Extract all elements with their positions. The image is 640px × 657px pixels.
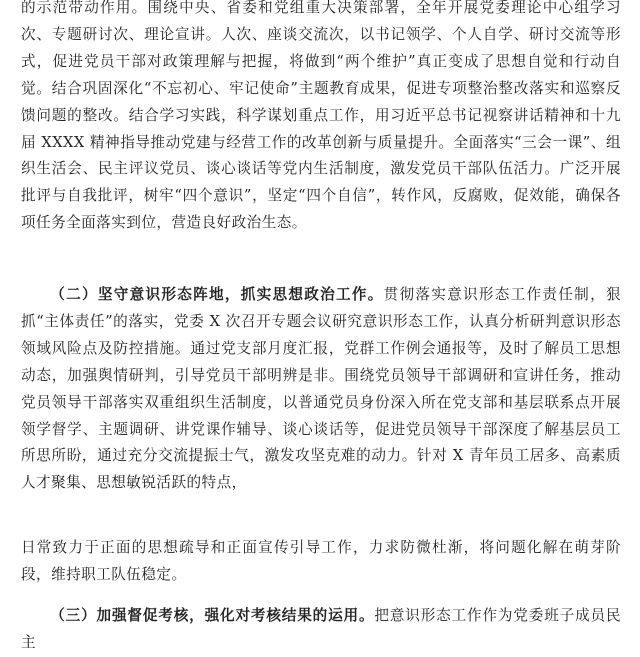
paragraph-1-text: 的示范带动作用。围绕中央、省委和党组重大决策部署，全年开展党委理论中心组学习次、专题研讨次、理论宣讲。人次、座谈交流次，以书记领学、个人自学、研讨交流等形式，促进党员干部对政策理解与把握，将做到“两个维护”真正变成了思想自觉和行动自觉。结合巩固深化“不忘初心、牢记使命”主题教育成果，促进专项整治整改落实和巡察反馈问题的整改。结合学习实践，科学谋划重点工作，用习近平总书记视察讲话精神和十九届 XXXX 精神指导推动党建与经营工作的改革创新与质量提升。全面落实“三会一课”、组织生活会、民主评议党员、谈心谈话等党内生活制度，激发党员干部队伍活力。广泛开展批评与自我批评，树牢“四个意识”，坚定“四个自信”，转作风，反腐败，促效能，确保各项任务全面落实到位，营造良好政治生态。 bbox=[21, 0, 621, 232]
paragraph-2 bbox=[21, 282, 621, 497]
paragraph-1 bbox=[21, 0, 621, 237]
section-3-heading: （三）加强督促考核，强化对考核结果的运用。 bbox=[50, 607, 375, 624]
paragraph-3 bbox=[21, 535, 621, 589]
paragraph-2-text: 贯彻落实意识形态工作责任制，狠抓“主体责任”的落实，党委 X 次召开专题会议研究意识形态工作，认真分析研判意识形态领域风险点及防控措施。通过党支部月度汇报，党群工作例会通报等，及时了解员工思想动态，加强舆情研判，引导党员干部明辨是非。围绕党员领导干部调研和宣讲任务，推动党员领导干部落实双重组织生活制度，以普通党员身份深入所在党支部和基层联系点开展领学督学、主题调研、讲党课作辅导、谈心谈话等，促进党员领导干部深度了解基层员工所思所盼，通过充分交流提振士气，激发攻坚克难的动力。针对 X 青年员工居多、高素质人才聚集、思想敏锐活跃的特点， bbox=[21, 286, 621, 492]
paragraph-4-text: 把意识形态工作作为党委班子成员民主 bbox=[21, 607, 622, 651]
section-2-heading: （二）坚守意识形态阵地，抓实思想政治工作。 bbox=[50, 286, 384, 303]
paragraph-3-text: 日常致力于正面的思想疏导和正面宣传引导工作，力求防微杜渐，将问题化解在萌芽阶段，维持职工队伍稳定。 bbox=[21, 539, 621, 583]
paragraph-4 bbox=[21, 603, 621, 657]
